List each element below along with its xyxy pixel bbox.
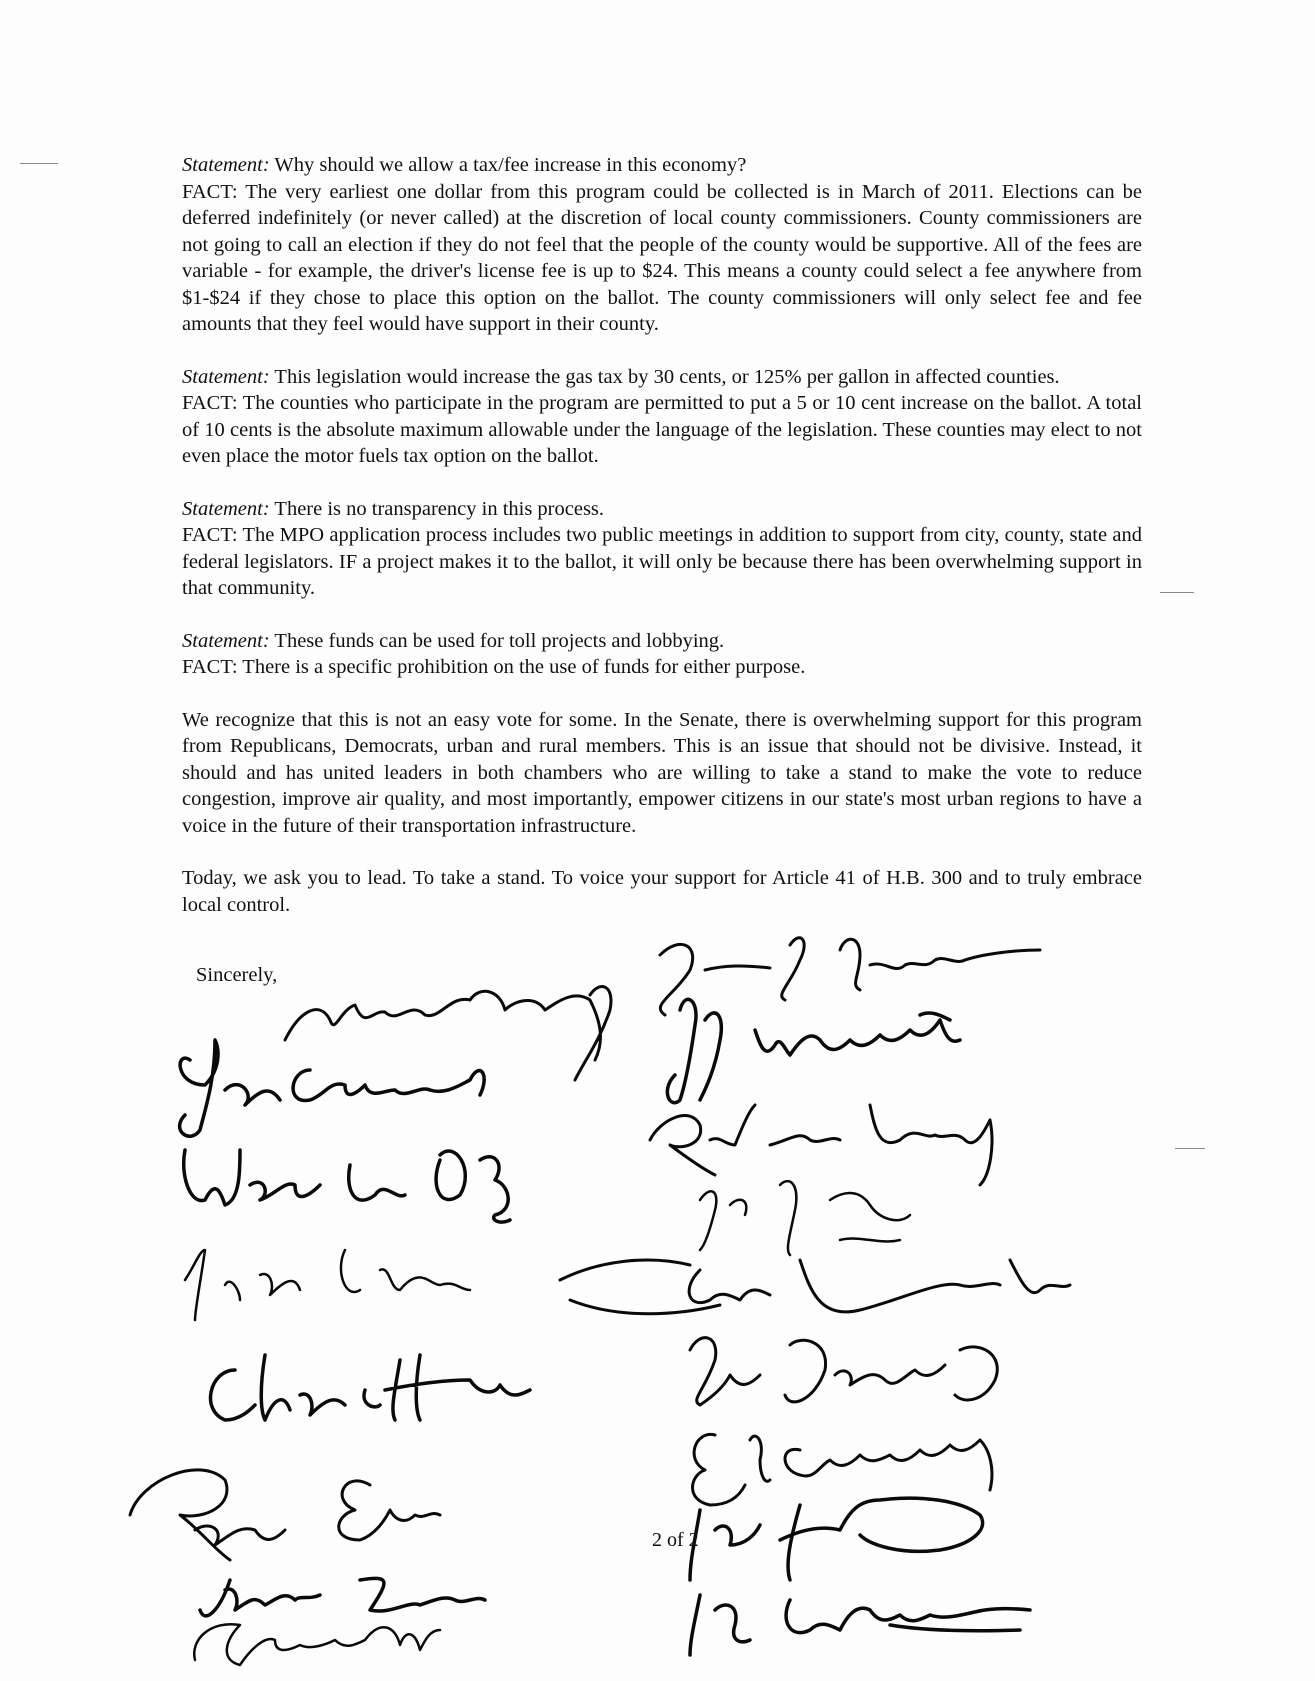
statement-label: Statement: xyxy=(182,154,270,176)
statement-label: Statement: xyxy=(182,365,270,388)
statement-text: These funds can be used for toll projects and lobbying. xyxy=(269,629,725,652)
signature-judith-zaffirini xyxy=(200,1578,485,1616)
closing-text: We recognize that this is not an easy vote for some. In the Senate, there is overwhelming support for this program from Republicans, Democrats, urban and rural members. This is an issue that should not be divisive. Instead, it should and has united leaders in both chambers who are willing to take a stand to make the vote to reduce congestion, improve air quality, and most importantly, empower citizens in our state's most urban regions to have a voice in the future of their transportation infrastructure. xyxy=(182,708,1142,837)
page-number: 2 of 2 xyxy=(652,1529,699,1551)
statement-text: There is no transparency in this process. xyxy=(269,497,605,520)
closing-text: Today, we ask you to lead. To take a stand. To voice your support for Article 41 of H.B. 300 and to truly embrace local control. xyxy=(182,867,1142,916)
signature-eddie-lucio xyxy=(560,1260,1070,1314)
signature-robert-nichols xyxy=(650,1105,992,1185)
fact-text: FACT: The counties who participate in the program are permitted to put a 5 or 10 cent increase on the ballot. A total of 10 cents is the absolute maximum allowable under the language of the legislation. These counties may elect to not even place the motor fuels tax option on the ballot. xyxy=(182,392,1142,467)
statement-label: Statement: xyxy=(182,629,270,652)
signature-john-whitmire xyxy=(690,1595,1030,1655)
signature-kip-averitt-2 xyxy=(690,1498,983,1580)
fact-text: FACT: The very earliest one dollar from this program could be collected is in March of 2011. Elections can be deferred indefinitely (or never called) at the discretion of local county commissioners. County commissioners are not going to call an election if they do not feel that the people of the county would be supportive. All of the fees are variable - for example, the driver's license fee is up to $24. This means a county could select a fee anywhere from $1-$24 if they chose to place this option on the ballot. The county commissioners will only select fee and fee amounts that they feel would have support in their county. xyxy=(182,180,1142,335)
fact-text: FACT: There is a specific prohibition on the use of funds for either purpose. xyxy=(182,656,806,678)
signature-kirk-watson xyxy=(185,1250,470,1320)
signature-carlos-uresti xyxy=(194,1624,440,1665)
scan-speck xyxy=(1175,1148,1205,1149)
fact-text: FACT: The MPO application process includes two public meetings in addition to support from city, county, state and federal legislators. IF a project makes it to the ballot, it will only be because there has been overwhelming support in that community. xyxy=(182,524,1142,599)
signature-kip-averitt-1 xyxy=(700,1181,910,1255)
scan-speck xyxy=(1160,592,1194,593)
signature-eliot-shapleigh xyxy=(693,1434,992,1505)
statement-text: Why should we allow a tax/fee increase in this economy? xyxy=(269,154,747,176)
signature-wendy-davis xyxy=(184,1150,510,1222)
sign-off: Sincerely, xyxy=(196,964,278,986)
statement-text: This legislation would increase the gas tax by 30 cents, or 125% per gallon in affected counties. xyxy=(269,365,1060,388)
signature-john-carona xyxy=(180,1040,485,1136)
signature-mario-gallegos xyxy=(285,987,611,1080)
statement-label: Statement: xyxy=(182,497,270,520)
scan-speck xyxy=(20,163,58,164)
signature-jeff-wentworth xyxy=(667,999,960,1102)
signature-juan-hinojosa xyxy=(660,938,1040,1015)
signature-bob-deuell xyxy=(690,1338,997,1405)
signature-rodney-ellis xyxy=(130,1470,440,1560)
signature-chris-harris xyxy=(211,1355,530,1420)
